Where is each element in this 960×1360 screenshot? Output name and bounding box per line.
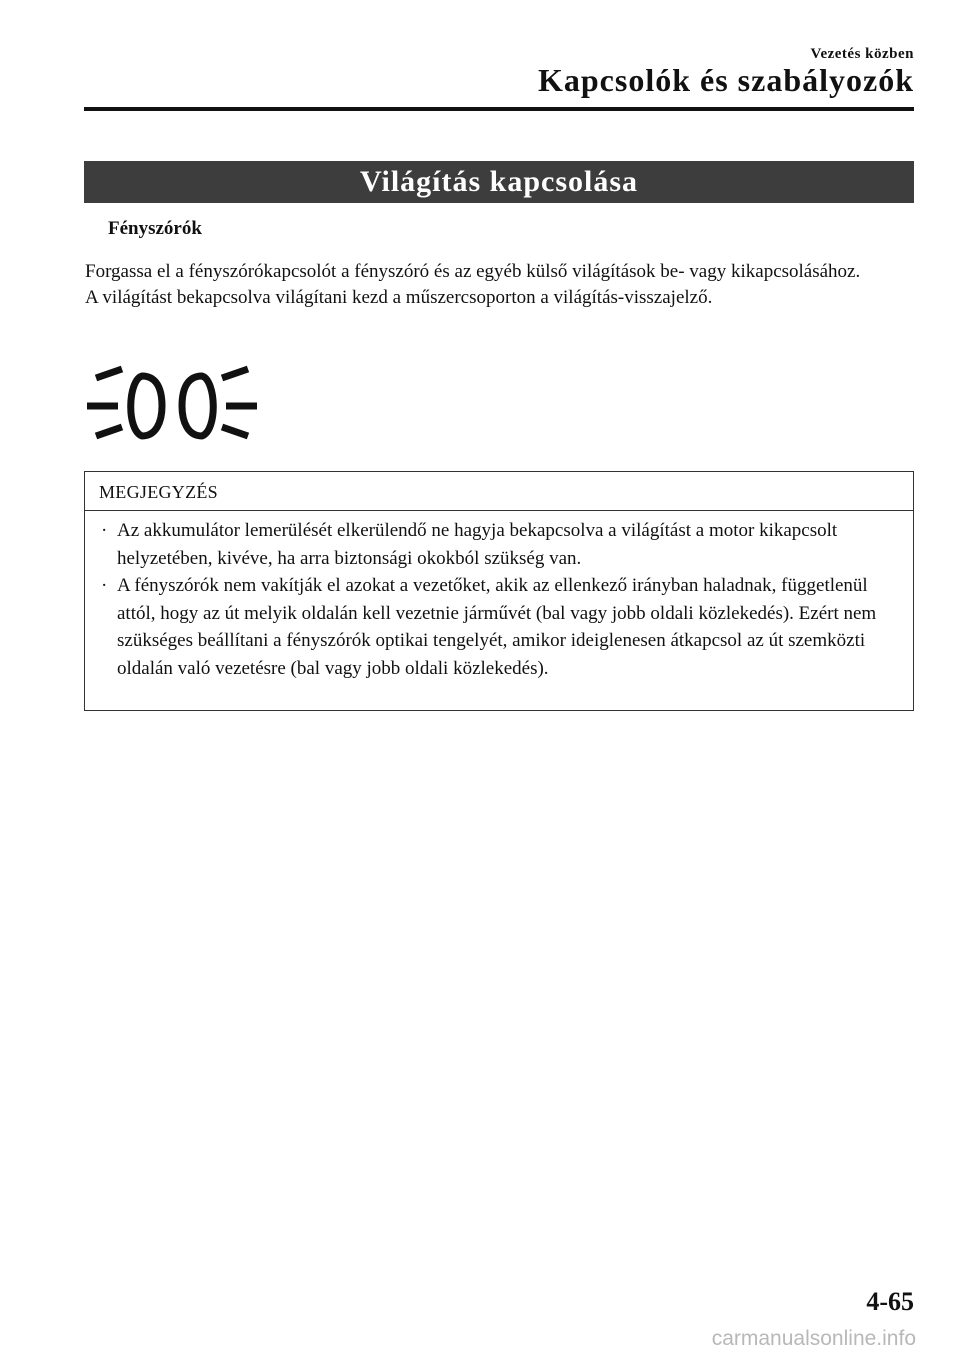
headlights-heading: Fényszórók [108, 218, 202, 239]
headlights-paragraph-1: Forgassa el a fényszórókapcsolót a fényszóró és az egyéb külső világítások be- vagy kikapcsolásához. [85, 261, 861, 282]
note-title: MEGJEGYZÉS [85, 472, 913, 511]
note-box [84, 471, 914, 711]
watermark: carmanualsonline.info [711, 1327, 916, 1350]
left-lamp [131, 376, 162, 436]
bullet: · [101, 520, 108, 541]
headlights-paragraph-2: A világítást bekapcsolva világítani kezd a műszercsoporton a világítás-visszajelző. [85, 287, 713, 308]
headlight-indicator-icon [84, 364, 260, 446]
note-item [99, 572, 899, 682]
note-item-text: Az akkumulátor lemerülését elkerülendő ne hagyja bekapcsolva a világítást a motor kikapcsolt helyzetében, kivéve, ha arra biztonsági okokból szükség van. [117, 520, 838, 569]
left-beam-top [96, 369, 122, 378]
section-banner: Világítás kapcsolása [84, 161, 914, 203]
header-divider [84, 107, 914, 111]
right-beam-top [222, 369, 248, 378]
note-item-text: A fényszórók nem vakítják el azokat a vezetőket, akik az ellenkező irányban haladnak, függetlenül attól, hogy az út melyik oldalán kell vezetnie járművét (bal vagy jobb oldali közlekedés). Ezért nem szükséges beállítani a fényszórók optikai tengelyét, amikor ideiglenesen átkapcsol az út szemközti oldalán való vezetésre (bal vagy jobb oldali közlekedés). [117, 575, 877, 679]
note-item [99, 517, 899, 572]
chapter-title: Kapcsolók és szabályozók [537, 62, 914, 98]
headlights-description [85, 259, 905, 311]
right-beam-bottom [222, 427, 248, 436]
left-beam-bottom [96, 427, 122, 436]
note-list [85, 511, 913, 682]
bullet: · [101, 575, 108, 596]
section-label: Vezetés közben [810, 46, 914, 62]
right-lamp [182, 376, 213, 436]
page-number: 4-65 [866, 1287, 914, 1316]
